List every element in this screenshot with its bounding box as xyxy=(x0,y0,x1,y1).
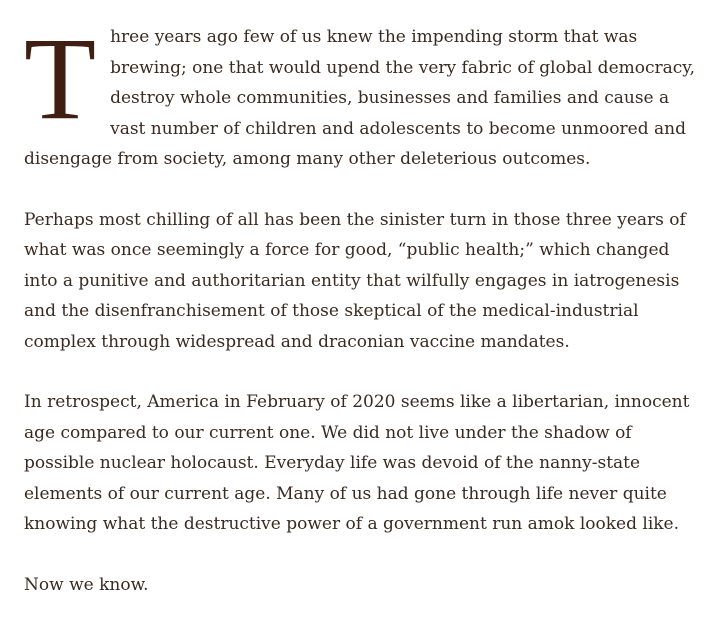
paragraph-public-health xyxy=(24,205,700,358)
article-body xyxy=(24,13,700,630)
paragraph-text: Now we know. xyxy=(24,574,149,595)
paragraph-text: hree years ago few of us knew the impending storm that was brewing; one that would upend the very fabric of global democracy, destroy whole communities, businesses and families and cause a vast number of children and adolescents to become unmoored and disengage from society, among many other deleterious outcomes. xyxy=(24,27,696,169)
paragraph-text: In retrospect, America in February of 2020 seems like a libertarian, innocent age compared to our current one. We did not live under the shadow of possible nuclear holocaust. Everyday life was devoid of the nanny-state elements of our current age. Many of us had gone through life never quite knowing what the destructive power of a government run amok looked like. xyxy=(24,392,690,534)
paragraph-conclusion xyxy=(24,570,700,601)
paragraph-text: Perhaps most chilling of all has been the sinister turn in those three years of what was once seemingly a force for good, “public health;” which changed into a punitive and authoritarian entity that wilfully engages in iatrogenesis and the disenfranchisement of those skeptical of the medical-industrial complex through widespread and draconian vaccine mandates. xyxy=(24,209,686,352)
paragraph-intro xyxy=(24,13,700,175)
paragraph-retrospect xyxy=(24,387,700,540)
drop-cap: T xyxy=(24,13,97,144)
